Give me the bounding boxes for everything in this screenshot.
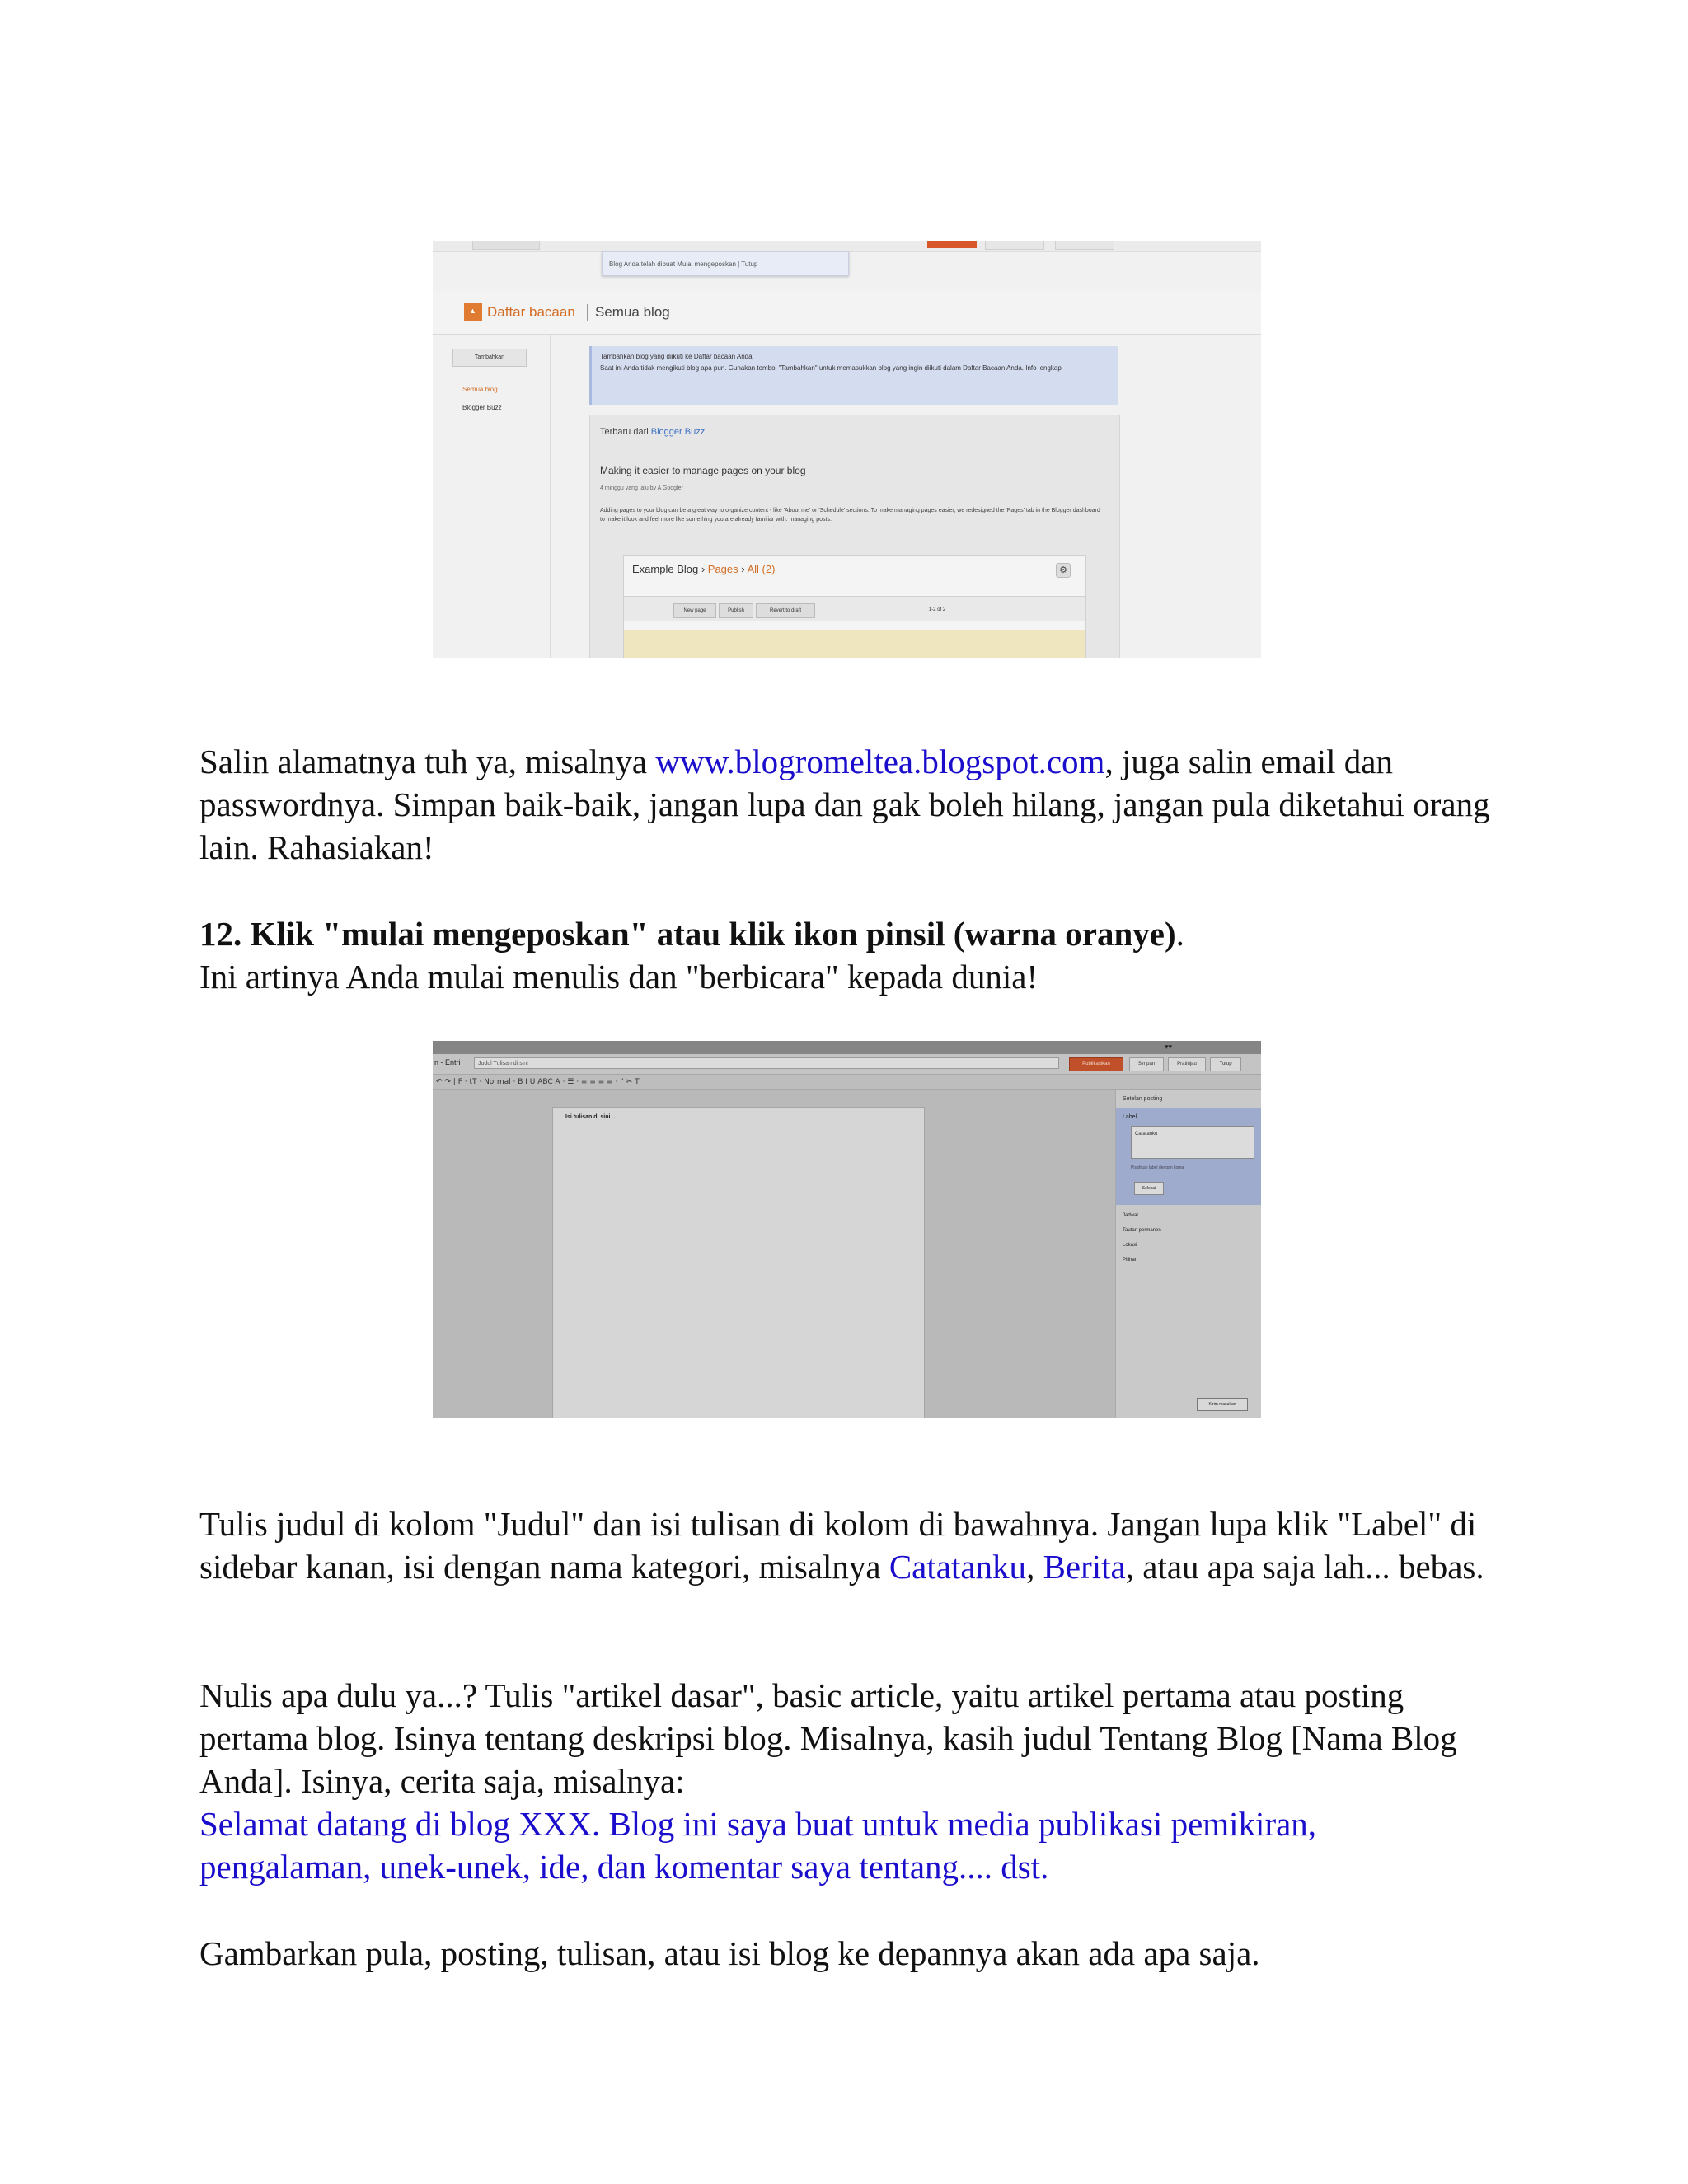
post-title-field: Judul Tulisan di sini	[474, 1057, 1059, 1069]
add-blog-button: Tambahkan	[452, 349, 527, 367]
paragraph-text: Nulis apa dulu ya...? Tulis "artikel dasar", basic article, yaitu artikel pertama atau posting pertama blog. Isinya tentang deskripsi blog. Misalnya, kasih judul Tentang Blog [Nama Blog Anda]. Isinya, cerita saja, misalnya:	[199, 1676, 1457, 1800]
example-blog-name: Example Blog	[632, 563, 699, 575]
reading-list-icon	[464, 303, 482, 321]
all-blogs-title: Semua blog	[595, 304, 670, 320]
page-count: 1-2 of 2	[928, 607, 946, 612]
editor-title-bar	[433, 1054, 1261, 1075]
notice-title: Tambahkan blog yang diikuti ke Daftar bacaan Anda	[600, 353, 753, 360]
settings-item-options: Pilihan	[1123, 1258, 1138, 1263]
save-button: Simpan	[1129, 1057, 1164, 1071]
basic-article-paragraph	[199, 1674, 1493, 1888]
post-editor-screenshot	[433, 1041, 1261, 1418]
new-page-button: New page	[673, 603, 716, 618]
blog-created-tooltip: Blog Anda telah dibuat Mulai mengeposkan | Tutup	[602, 251, 849, 276]
publish-button: Publish	[719, 603, 753, 618]
buzz-post-title: Making it easier to manage pages on your blog	[600, 465, 806, 476]
gear-icon: ⚙	[1056, 563, 1071, 578]
example-action-bar	[624, 596, 1085, 621]
labels-input: Catatanku	[1131, 1126, 1254, 1159]
example-crumb-pages: Pages	[707, 563, 738, 575]
new-post-pencil-button	[927, 241, 977, 248]
divider	[587, 304, 588, 321]
settings-item-permalink: Tautan permanen	[1123, 1228, 1161, 1233]
step-12-heading: 12. Klik "mulai mengeposkan" atau klik ikon pinsil (warna oranye)	[199, 915, 1176, 953]
publish-button: Publikasikan	[1069, 1057, 1123, 1071]
settings-item-schedule: Jadwal	[1123, 1213, 1138, 1218]
preview-button: Pratinjau	[1168, 1057, 1206, 1071]
blogger-dashboard-screenshot	[433, 241, 1261, 658]
paragraph-text: Tulis judul di kolom "Judul" dan isi tulisan di kolom di bawahnya. Jangan lupa klik "Label" di sidebar kanan, isi dengan nama kategori, misalnya	[199, 1505, 1477, 1586]
example-crumb-all: All (2)	[747, 563, 776, 575]
paragraph-text: , juga salin email dan passwordnya. Simpan baik-baik, jangan lupa dan gak boleh hilang, jangan pula diketahui orang lain. Rahasiakan!	[199, 743, 1490, 866]
blog-address-link[interactable]: www.blogromeltea.blogspot.com	[655, 743, 1105, 780]
paragraph-text: ,	[1026, 1548, 1043, 1586]
reading-list-sidebar	[443, 334, 551, 658]
sidebar-item-all-blogs: Semua blog	[462, 386, 498, 393]
post-settings-heading: Setelan posting	[1123, 1096, 1163, 1102]
browser-bar	[433, 1041, 1261, 1054]
step-12-paragraph	[199, 912, 1493, 998]
copy-address-paragraph	[199, 740, 1493, 869]
post-body-editor	[552, 1107, 925, 1418]
settings-item-location: Lokasi	[1123, 1243, 1137, 1248]
buzz-excerpt: Adding pages to your blog can be a great way to organize content - like 'About me' or 'Schedule' sections. To make managing pages easier, we redesigned the 'Pages' tab in the Blogger dashboard to make it look and feel more like something you are already familiar with: managing posts.	[600, 508, 1100, 523]
paragraph-text: Salin alamatnya tuh ya, misalnya	[199, 743, 656, 780]
toolbar-button	[985, 241, 1044, 250]
label-example-catatanku[interactable]: Catatanku	[889, 1548, 1027, 1586]
example-article-quote: Selamat datang di blog XXX. Blog ini saya buat untuk media publikasi pemikiran, pengalaman, unek-unek, ide, dan komentar saya tentang.... dst.	[199, 1805, 1317, 1886]
arrows-icon: ▾▾	[1165, 1043, 1173, 1052]
sidebar-item-blogger-buzz: Blogger Buzz	[462, 404, 502, 411]
notice-body: Saat ini Anda tidak mengikuti blog apa pun. Gunakan tombol "Tambahkan" untuk memasukkan blog yang ingin diikuti dalam Daftar Bacaan Anda. Info lengkap	[600, 364, 1062, 372]
step-12-period: .	[1175, 915, 1184, 953]
example-page-row	[624, 630, 1085, 658]
step-12-subtext: Ini artinya Anda mulai menulis dan "berbicara" kepada dunia!	[199, 958, 1039, 996]
toolbar-button	[1055, 241, 1114, 250]
formatting-toolbar: ↶ ↷ | F · tT · Normal · B I U ABC A · ☰ · ≡ ≡ ≡ ≡ · “ ✂ T	[433, 1075, 1261, 1090]
post-body-text: Isi tulisan di sini ...	[565, 1114, 617, 1120]
reading-list-title: Daftar bacaan	[487, 304, 575, 320]
blogger-buzz-panel	[589, 415, 1120, 658]
labels-done-button: Selesai	[1134, 1182, 1164, 1195]
reading-list-header	[433, 291, 1261, 335]
buzz-heading	[600, 427, 705, 437]
example-breadcrumb: Example Blog › Pages › All (2)	[632, 563, 776, 575]
labels-title: Label	[1123, 1114, 1137, 1120]
buzz-heading-prefix: Terbaru dari	[600, 427, 649, 437]
label-example-berita[interactable]: Berita	[1043, 1548, 1126, 1586]
example-pages-image	[623, 555, 1086, 658]
label-instructions-paragraph	[199, 1502, 1493, 1588]
buzz-heading-link: Blogger Buzz	[650, 427, 706, 437]
closing-paragraph	[199, 1932, 1493, 1975]
close-button: Tutup	[1210, 1057, 1241, 1071]
labels-section	[1116, 1108, 1261, 1205]
revert-to-draft-button: Revert to draft	[756, 603, 815, 618]
send-feedback-button: Kirim masukan	[1197, 1398, 1248, 1411]
blog-entry-label: n - Entri	[434, 1058, 461, 1066]
post-settings-sidebar	[1115, 1090, 1261, 1418]
paragraph-text: Gambarkan pula, posting, tulisan, atau isi blog ke depannya akan ada apa saja.	[199, 1934, 1260, 1972]
labels-hint: Pisahkan label dengan koma	[1131, 1165, 1184, 1170]
follow-blogs-notice	[589, 346, 1118, 405]
paragraph-text: , atau apa saja lah... bebas.	[1125, 1548, 1484, 1586]
toolbar-button	[472, 241, 540, 250]
buzz-byline: 4 minggu yang lalu by A Googler	[600, 485, 683, 491]
